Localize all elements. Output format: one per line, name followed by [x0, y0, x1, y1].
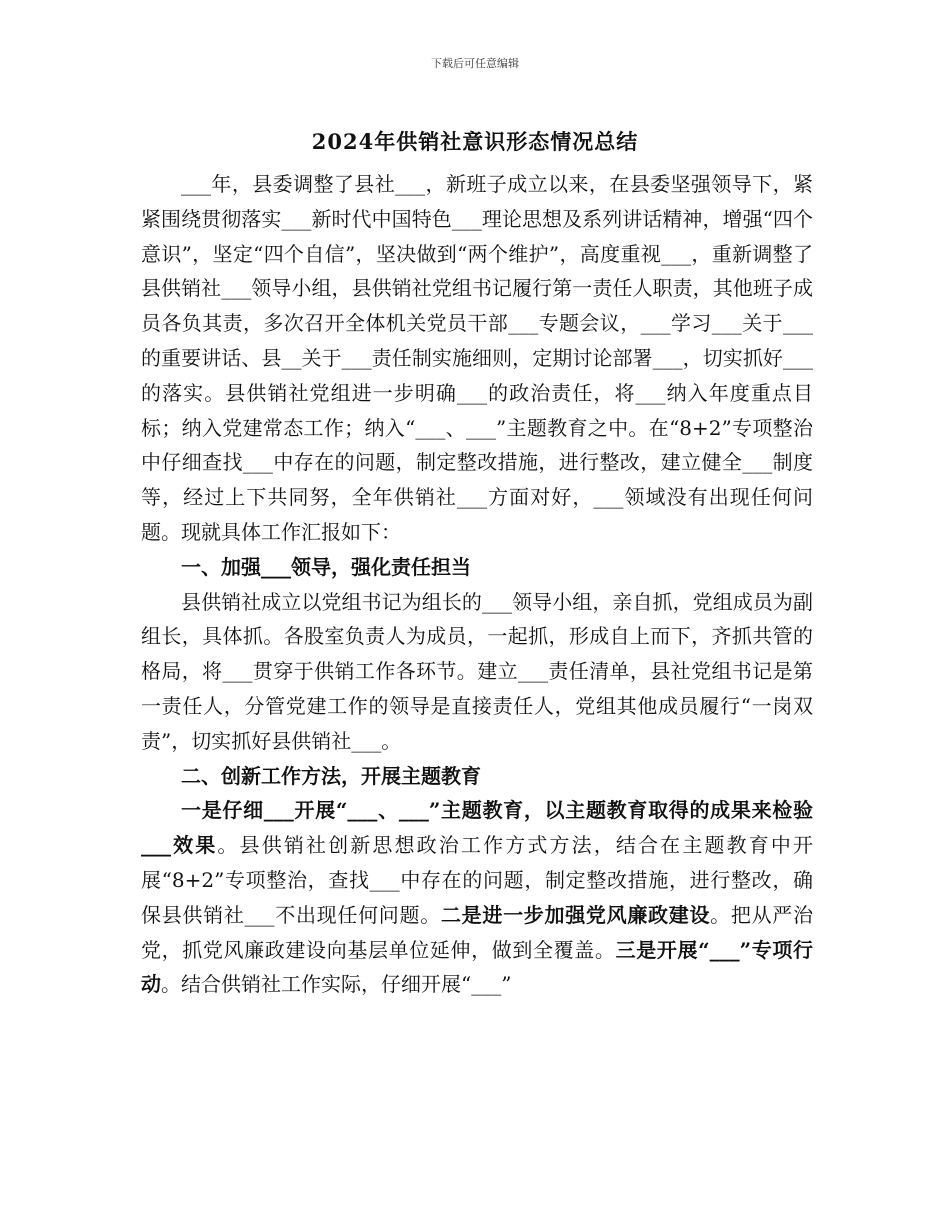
- section-2-heading: 二、创新工作方法，开展主题教育: [181, 763, 481, 788]
- point-3-lead: 三是开展“___”专项行动: [141, 937, 813, 997]
- intro-paragraph: ___年，县委调整了县社___，新班子成立以来，在县委坚强领导下，紧紧围绕贯彻落实___新时代中国特色___理论思想及系列讲话精神，增强“四个意识”，坚定“四个自信”，坚决做到“两个维护”，高度重视___，重新调整了县供销社___领导小组，县供销社党组书记履行第一责任人职责，其他班子成员各负其责，多次召开全体机关党员干部___专题会议，___学习___关于___的重要讲话、县__关于___责任制实施细则，定期讨论部署___，切实抓好___的落实。县供销社党组进一步明确___的政治责任，将___纳入年度重点目标；纳入党建常态工作；纳入“___、___”主题教育之中。在“8+2”专项整治中仔细查找___中存在的问题，制定整改措施，进行整改，建立健全___制度等，经过上下共同努，全年供销社___方面对好，___领域没有出现任何问题。现就具体工作汇报如下：: [141, 172, 813, 544]
- document-title: 2024年供销社意识形态情况总结: [311, 129, 639, 154]
- point-2-lead: 二是进一步加强党风廉政建设: [440, 902, 711, 927]
- section-1-heading: 一、加强___领导，强化责任担当: [181, 554, 471, 579]
- point-2-text: 。把从严治党，抓党风廉政建设向基层单位延伸，做到全覆盖。: [141, 902, 814, 962]
- document-body: [141, 167, 813, 1002]
- point-1-text: 。县供销社创新思想政治工作方式方法，结合在主题教育中开展“8+2”专项整治，查找___中存在的问题，制定整改措施，进行整改，确保县供销社___不出现任何问题。: [141, 833, 814, 927]
- section-1-paragraph: 县供销社成立以党组书记为组长的___领导小组，亲自抓，党组成员为副组长，具体抓。各股室负责人为成员，一起抓，形成自上而下，齐抓共管的格局，将___贯穿于供销工作各环节。建立___责任清单，县社党组书记是第一责任人，分管党建工作的领导是直接责任人，党组其他成员履行“一岗双责”，切实抓好县供销社___。: [141, 589, 813, 753]
- point-3-text: 。结合供销社工作实际，仔细开展“___”: [161, 972, 512, 997]
- section-2-paragraph: [141, 793, 813, 1002]
- page-header-note: 下载后可任意编辑: [431, 57, 519, 70]
- point-1-lead: 一是仔细___开展“___、___”主题教育，以主题教育取得的成果来检验___效果: [141, 798, 813, 858]
